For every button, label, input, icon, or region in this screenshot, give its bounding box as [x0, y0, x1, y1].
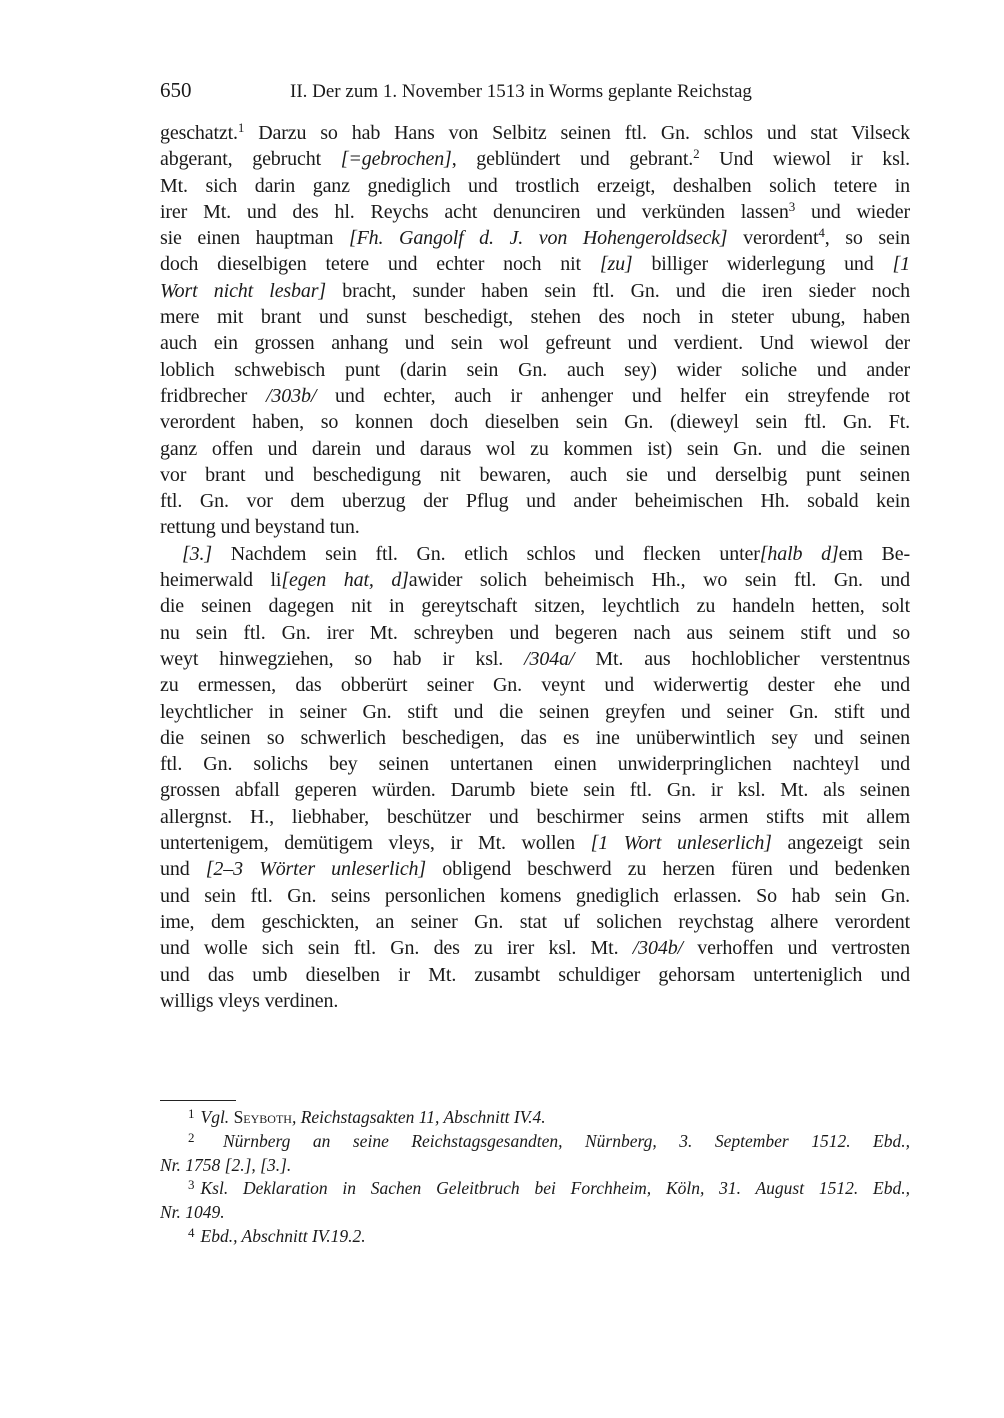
- editorial-note: [1 Wort unleserlich]: [590, 832, 772, 855]
- text-run: verordent: [727, 227, 819, 250]
- text-run: fridbrecher: [160, 384, 267, 407]
- author-name: Seyboth: [233, 1107, 292, 1127]
- text-run: und das umb dieselben ir Mt. zusambt schuldiger gehorsam unterteniglich und: [160, 963, 910, 986]
- text-run: und sein ftl. Gn. seins personlichen komens gnediglich erlassen. So hab sein Gn.: [160, 884, 910, 907]
- text-line: [160, 830, 910, 856]
- text-line: [160, 593, 910, 619]
- text-run: verordent haben, so konnen doch dieselben sein Gn. (dieweyl sein ftl. Gn. Ft.: [160, 411, 910, 434]
- text-run: heimerwald li: [160, 569, 282, 592]
- editorial-note: /304b/: [632, 937, 683, 960]
- text-run: grossen abfall geperen würden. Darumb biete sein ftl. Gn. ir ksl. Mt. als seinen: [160, 779, 910, 802]
- text-run: untertenigem, demütigem vleys, ir Mt. wollen: [160, 832, 591, 855]
- text-line: [160, 856, 910, 882]
- text-run: Nachdem sein ftl. Gn. etlich schlos und flecken unter: [211, 542, 760, 565]
- text-run: leychtlicher in seiner Gn. stift und die seinen greyfen und seiner Gn. stift und: [160, 700, 910, 723]
- text-run: irer Mt. und des hl. Reychs acht denunciren und verkünden lassen: [160, 200, 789, 223]
- text-run: loblich schwebisch punt (darin sein Gn. auch sey) wider soliche und ander: [160, 358, 910, 381]
- text-run: sie einen hauptman: [160, 227, 349, 250]
- footnote-line: [160, 1177, 910, 1201]
- text-line: [160, 804, 910, 830]
- text-line: [160, 173, 910, 199]
- text-line: [160, 383, 910, 409]
- text-line: [160, 409, 910, 435]
- text-run: willigs vleys verdinen.: [160, 989, 339, 1012]
- footnote-marker: 4: [818, 225, 825, 241]
- text-line: [160, 620, 910, 646]
- text-run: abgerant, gebrucht: [160, 148, 341, 171]
- text-line: [160, 330, 910, 356]
- text-line: [160, 988, 910, 1014]
- footnote-line: [160, 1201, 910, 1225]
- footnote-marker: 3: [188, 1177, 195, 1193]
- text-line: [160, 909, 910, 935]
- text-run: nu sein ftl. Gn. irer Mt. schreyben und begeren nach aus seinem stift und so: [160, 621, 910, 644]
- text-line: [160, 883, 910, 909]
- editorial-note: [zu]: [599, 253, 633, 276]
- text-line: [160, 777, 910, 803]
- text-run: weyt hinwegziehen, so hab ir ksl.: [160, 647, 525, 670]
- text-run: bracht, sunder haben sein ftl. Gn. und die iren sieder noch: [326, 279, 910, 302]
- text-run: Mt. sich darin ganz gnediglich und trostlich erzeigt, deshalben solich tetere in: [160, 174, 910, 197]
- text-run: allergnst. H., liebhaber, beschützer und beschirmer seins armen stifts mit allem: [160, 805, 910, 828]
- editorial-note: /304a/: [524, 647, 575, 670]
- text-run: Ebd., Abschnitt IV.19.2.: [200, 1225, 366, 1246]
- text-run: , geblündert und gebrant.: [451, 148, 694, 171]
- text-line: [160, 567, 910, 593]
- footnote-marker: 1: [237, 120, 245, 135]
- text-run: ime, dem geschickten, an seiner Gn. stat uf solichen reychstag alhere verordent: [160, 910, 910, 933]
- text-line: [160, 304, 910, 330]
- text-run: und echter, auch ir anhenger und helfer ein streyfende rot: [316, 384, 910, 407]
- text-run: verhoffen und vertrosten: [682, 937, 910, 960]
- text-run: und wolle sich sein ftl. Gn. des zu irer ksl. Mt.: [160, 937, 633, 960]
- editorial-note: [halb d]: [759, 542, 839, 565]
- footnote-line: [160, 1154, 910, 1178]
- text-line: [160, 962, 910, 988]
- text-run: die seinen dagegen nit in gereytschaft sitzen, leychtlich zu handeln hetten, solt: [160, 595, 910, 618]
- text-run: zu ermessen, das obberürt seiner Gn. veynt und widerwertig dester ehe und: [160, 674, 910, 697]
- text-line: [160, 646, 910, 672]
- editorial-note: Wort nicht lesbar]: [160, 279, 327, 302]
- editorial-note: [egen hat, d]: [281, 569, 409, 592]
- text-run: , Reichstagsakten 11, Abschnitt IV.4.: [291, 1107, 546, 1127]
- editorial-note: /303b/: [266, 384, 317, 407]
- text-run: Nr. 1758 [2.], [3.].: [160, 1154, 292, 1175]
- editorial-note: [Fh. Gangolf d. J. von Hohengeroldseck]: [348, 227, 728, 250]
- footnote-marker: 4: [188, 1224, 195, 1240]
- text-line: [160, 251, 910, 277]
- text-line: [160, 699, 910, 725]
- text-run: Darzu so hab Hans von Selbitz seinen ftl. Gn. schlos und stat Vilseck: [244, 122, 910, 144]
- text-run: rettung und beystand tun.: [160, 516, 360, 539]
- text-run: awider solich beheimisch Hh., wo sein ftl. Gn. und: [408, 569, 910, 592]
- text-line: [160, 514, 910, 540]
- text-line: [160, 462, 910, 488]
- text-run: und wieder: [795, 200, 910, 223]
- text-run: Vgl.: [200, 1107, 234, 1127]
- footnote-line: [160, 1106, 910, 1130]
- text-run: Mt. aus hochloblicher verstentnus: [574, 647, 910, 670]
- footnote-marker: 2: [693, 146, 700, 162]
- text-run: geschatzt.: [160, 122, 238, 144]
- text-run: auch ein grossen anhang und sein wol gefreunt und verdient. Und wiewol der: [160, 332, 910, 355]
- text-run: obligend beschwerd zu herzen füren und bedenken: [426, 858, 910, 881]
- text-line: [160, 725, 910, 751]
- footnote-rule: [160, 1100, 236, 1101]
- text-line: [160, 488, 910, 514]
- text-line: [160, 146, 910, 172]
- text-line: [160, 199, 910, 225]
- text-run: die seinen so schwerlich beschedigen, das es ine unüberwintlich sey und seinen: [160, 726, 910, 749]
- text-run: Ksl. Deklaration in Sachen Geleitbruch bei Forchheim, Köln, 31. August 1512. Ebd.,: [200, 1178, 910, 1199]
- footnotes: [160, 1106, 910, 1249]
- text-run: Nürnberg an seine Reichstagsgesandten, Nürnberg, 3. September 1512. Ebd.,: [200, 1130, 910, 1151]
- text-run: Und wiewol ir ksl.: [699, 148, 910, 171]
- text-run: angezeigt sein: [771, 832, 910, 855]
- text-run: ganz offen und darein und daraus wol zu kommen ist) sein Gn. und die seinen: [160, 437, 910, 460]
- main-text: [160, 120, 910, 1014]
- footnote-line: [160, 1225, 910, 1249]
- text-run: Nr. 1049.: [160, 1202, 225, 1223]
- text-line: [160, 672, 910, 698]
- editorial-note: [1: [892, 253, 910, 276]
- text-line: [160, 436, 910, 462]
- text-run: , so sein: [824, 227, 910, 250]
- text-run: em Be-: [838, 542, 910, 565]
- text-run: und: [160, 858, 206, 881]
- running-title: II. Der zum 1. November 1513 in Worms geplante Reichstag: [290, 81, 752, 102]
- text-run: mere mit brant und sunst beschedigt, stehen des noch in steter ubung, haben: [160, 306, 910, 329]
- editorial-note: [2–3 Wörter unleserlich]: [205, 858, 427, 881]
- footnote-marker: 3: [788, 198, 796, 214]
- text-run: billiger widerlegung und: [632, 253, 893, 276]
- footnote-marker: 1: [188, 1106, 195, 1121]
- text-run: ftl. Gn. solichs bey seinen untertanen einen unwiderpringlichen nachteyl und: [160, 753, 910, 776]
- text-line: [160, 225, 910, 251]
- page-number: 650: [160, 78, 192, 102]
- editorial-note: [=gebrochen]: [340, 148, 452, 171]
- footnote-line: [160, 1130, 910, 1154]
- text-run: vor brant und beschedigung nit bewaren, auch sie und derselbig punt seinen: [160, 463, 910, 486]
- text-run: doch dieselbigen tetere und echter noch nit: [160, 253, 600, 276]
- editorial-note: [3.]: [182, 542, 212, 565]
- text-line: [160, 120, 910, 146]
- text-line: [160, 278, 910, 304]
- text-run: ftl. Gn. vor dem uberzug der Pflug und ander beheimischen Hh. sobald kein: [160, 490, 910, 513]
- text-line: [160, 541, 910, 567]
- footnote-marker: 2: [188, 1129, 195, 1145]
- text-line: [160, 751, 910, 777]
- text-line: [160, 357, 910, 383]
- text-line: [160, 935, 910, 961]
